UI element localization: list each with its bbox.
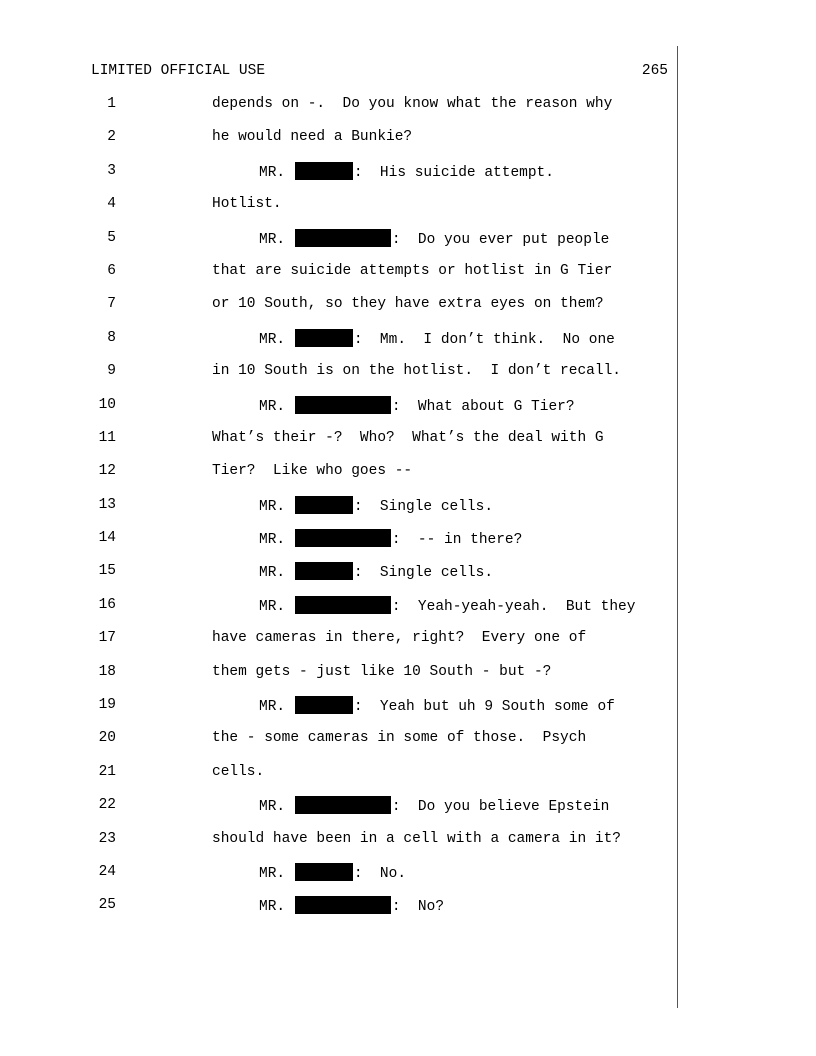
transcript-line — [0, 221, 816, 254]
speaker-prefix: MR. — [259, 699, 294, 716]
transcript-line — [0, 688, 816, 721]
line-text — [212, 295, 604, 313]
transcript-line — [0, 488, 816, 521]
transcript-line — [0, 588, 816, 621]
transcript-line — [0, 655, 816, 688]
line-number: 22 — [98, 797, 116, 814]
line-text — [259, 496, 493, 516]
speaker-prefix: MR. — [259, 865, 294, 882]
line-number: 1 — [107, 96, 116, 112]
transcript-line — [0, 855, 816, 888]
redaction-block — [295, 396, 391, 414]
line-number: 25 — [98, 897, 116, 914]
line-number: 21 — [98, 763, 116, 780]
page-number: 265 — [641, 63, 668, 79]
transcript-line — [0, 87, 816, 120]
line-number: 12 — [98, 463, 116, 480]
transcript-line — [0, 254, 816, 287]
transcript-line — [0, 287, 816, 320]
redaction-block — [295, 696, 353, 714]
spoken-text: : Yeah but uh 9 South some of — [353, 699, 615, 716]
spoken-text: : His suicide attempt. — [353, 164, 554, 181]
speaker-prefix: MR. — [259, 331, 294, 348]
line-text — [212, 763, 264, 781]
transcript-line — [0, 554, 816, 587]
transcript-line — [0, 521, 816, 554]
transcript-line — [0, 421, 816, 454]
line-number: 5 — [107, 229, 116, 246]
transcript-body — [0, 87, 816, 922]
speaker-prefix: MR. — [259, 498, 294, 515]
classification-header: LIMITED OFFICIAL USE — [91, 63, 266, 79]
spoken-text: or 10 South, so they have extra eyes on them? — [212, 296, 604, 313]
spoken-text: should have been in a cell with a camera in it? — [212, 830, 621, 847]
spoken-text: in 10 South is on the hotlist. I don’t recall. — [212, 363, 621, 380]
speaker-prefix: MR. — [259, 398, 294, 415]
transcript-line — [0, 321, 816, 354]
line-number: 16 — [98, 596, 116, 613]
transcript-line — [0, 788, 816, 821]
line-text — [212, 729, 586, 747]
line-number: 23 — [98, 830, 116, 847]
spoken-text: : Single cells. — [353, 565, 494, 582]
line-number: 9 — [107, 363, 116, 380]
spoken-text: cells. — [212, 763, 265, 780]
speaker-prefix: MR. — [259, 532, 294, 549]
line-number: 8 — [107, 329, 116, 346]
transcript-line — [0, 888, 816, 921]
transcript-line — [0, 721, 816, 754]
line-text — [259, 229, 609, 249]
line-number: 19 — [98, 697, 116, 714]
redaction-block — [295, 496, 353, 514]
line-text — [212, 362, 621, 380]
line-text — [259, 329, 615, 349]
line-text — [212, 830, 621, 848]
line-text — [259, 596, 635, 616]
line-text — [259, 562, 493, 582]
transcript-line — [0, 621, 816, 654]
line-text — [212, 429, 604, 447]
spoken-text: Tier? Like who goes -- — [212, 463, 413, 480]
line-text — [212, 629, 586, 647]
spoken-text: Hotlist. — [212, 196, 282, 213]
redaction-block — [295, 562, 353, 580]
redaction-block — [295, 596, 391, 614]
line-number: 17 — [98, 630, 116, 647]
line-text — [259, 696, 615, 716]
line-text — [212, 663, 551, 681]
transcript-line — [0, 354, 816, 387]
spoken-text: What’s their -? Who? What’s the deal with G — [212, 429, 604, 446]
transcript-line — [0, 120, 816, 153]
redaction-block — [295, 863, 353, 881]
speaker-prefix: MR. — [259, 565, 294, 582]
line-number: 20 — [98, 730, 116, 747]
line-text — [259, 863, 406, 883]
line-number: 13 — [98, 496, 116, 513]
redaction-block — [295, 162, 353, 180]
line-text — [212, 95, 612, 113]
transcript-line — [0, 388, 816, 421]
transcript-line — [0, 822, 816, 855]
spoken-text: : Single cells. — [353, 498, 494, 515]
redaction-block — [295, 529, 391, 547]
speaker-prefix: MR. — [259, 231, 294, 248]
line-number: 15 — [98, 563, 116, 580]
spoken-text: : Do you believe Epstein — [391, 799, 610, 816]
redaction-block — [295, 329, 353, 347]
spoken-text: he would need a Bunkie? — [212, 129, 413, 146]
spoken-text: : Mm. I don’t think. No one — [353, 331, 615, 348]
spoken-text: that are suicide attempts or hotlist in G Tier — [212, 262, 613, 279]
spoken-text: : No. — [353, 865, 407, 882]
line-number: 3 — [107, 162, 116, 179]
line-number: 11 — [98, 429, 116, 446]
spoken-text: : Do you ever put people — [391, 231, 610, 248]
line-text — [212, 262, 612, 280]
line-number: 4 — [107, 196, 116, 213]
line-text — [259, 162, 554, 182]
spoken-text: the - some cameras in some of those. Psych — [212, 730, 587, 747]
redaction-block — [295, 896, 391, 914]
redaction-block — [295, 229, 391, 247]
line-text — [212, 128, 412, 146]
line-number: 2 — [107, 129, 116, 146]
transcript-line — [0, 454, 816, 487]
speaker-prefix: MR. — [259, 598, 294, 615]
line-number: 10 — [98, 396, 116, 413]
spoken-text: : -- in there? — [391, 532, 523, 549]
line-number: 24 — [98, 863, 116, 880]
speaker-prefix: MR. — [259, 899, 294, 916]
line-text — [259, 396, 575, 416]
line-text — [259, 896, 444, 916]
line-number: 18 — [98, 663, 116, 680]
spoken-text: them gets - just like 10 South - but -? — [212, 663, 552, 680]
transcript-line — [0, 187, 816, 220]
speaker-prefix: MR. — [259, 164, 294, 181]
spoken-text: : What about G Tier? — [391, 398, 575, 415]
line-text — [259, 529, 522, 549]
spoken-text: : No? — [391, 899, 445, 916]
transcript-line — [0, 755, 816, 788]
line-number: 14 — [98, 530, 116, 547]
line-text — [259, 796, 609, 816]
spoken-text: depends on -. Do you know what the reason why — [212, 96, 613, 112]
line-number: 7 — [107, 296, 116, 313]
line-number: 6 — [107, 262, 116, 279]
line-text — [212, 195, 282, 213]
spoken-text: : Yeah-yeah-yeah. But they — [391, 598, 636, 615]
line-text — [212, 462, 412, 480]
transcript-line — [0, 154, 816, 187]
redaction-block — [295, 796, 391, 814]
speaker-prefix: MR. — [259, 799, 294, 816]
spoken-text: have cameras in there, right? Every one of — [212, 630, 587, 647]
